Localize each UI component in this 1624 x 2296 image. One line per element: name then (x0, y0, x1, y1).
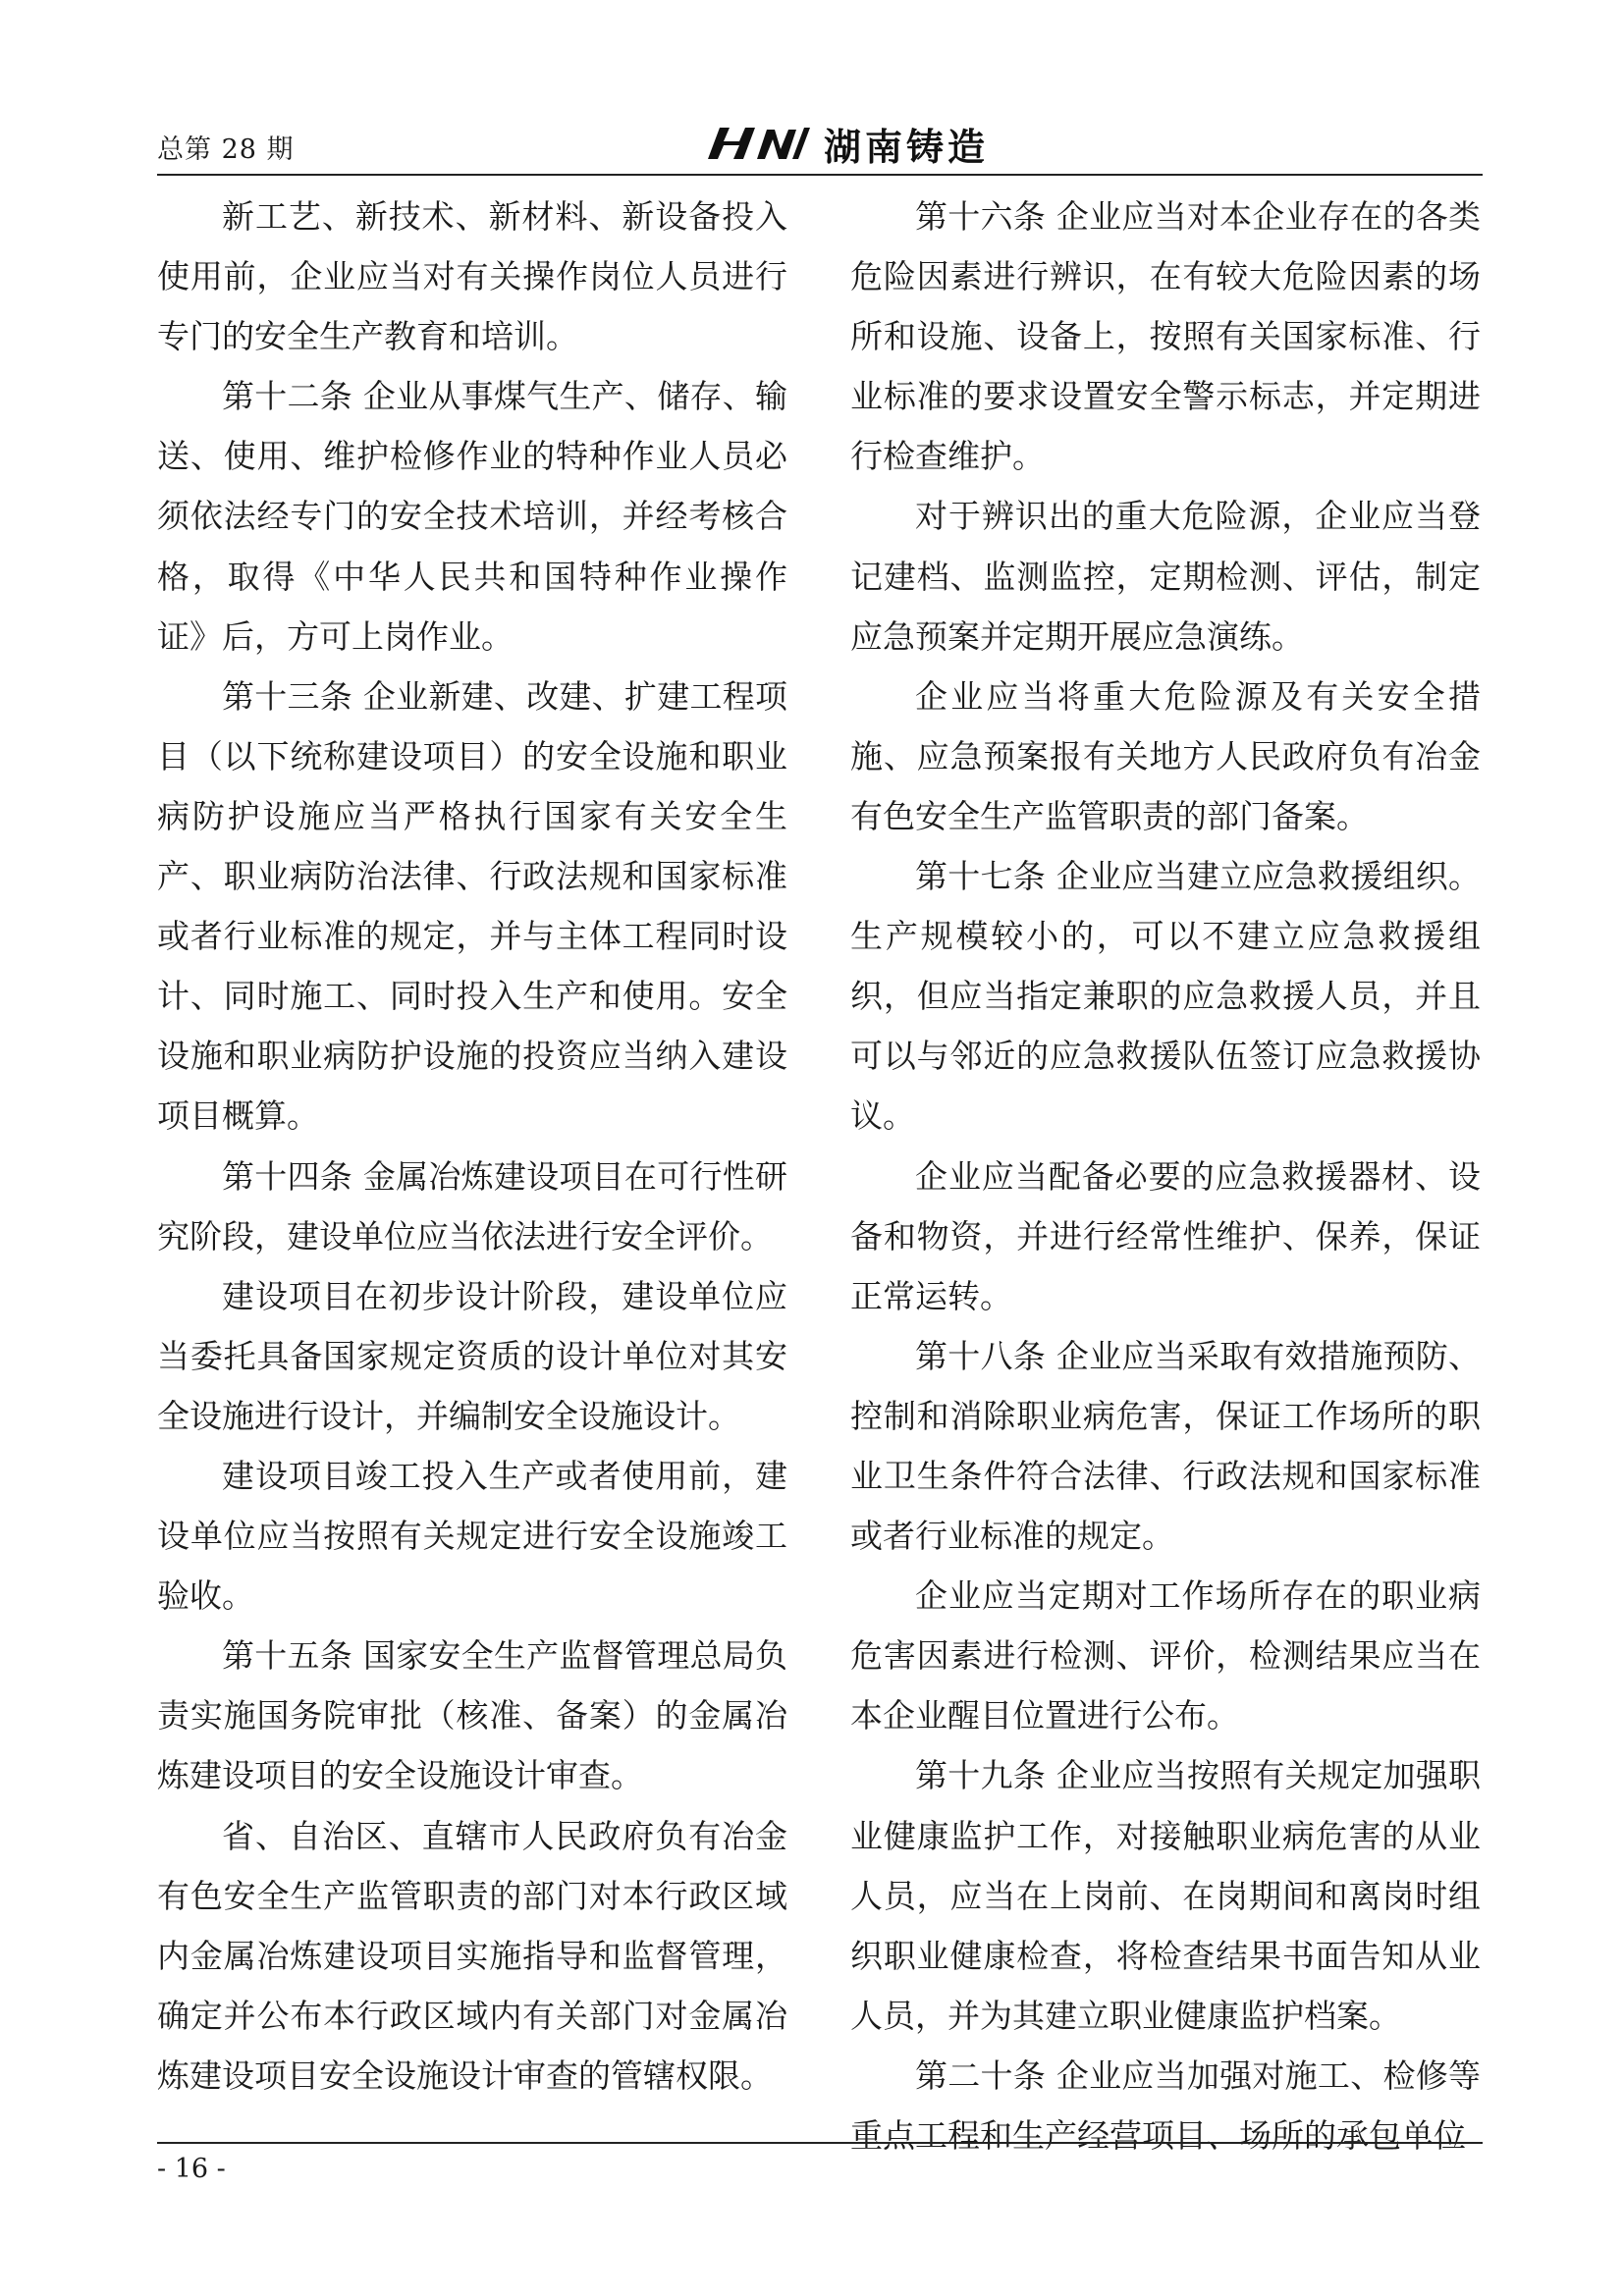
paragraph: 第十四条 金属冶炼建设项目在可行性研究阶段，建设单位应当依法进行安全评价。 (157, 1156, 787, 1255)
paragraph: 建设项目竣工投入生产或者使用前，建设单位应当按照有关规定进行安全设施竣工验收。 (157, 1456, 787, 1616)
journal-name: 湖南铸造 (824, 125, 990, 169)
left-column (157, 187, 787, 2106)
paragraph: 建设项目在初步设计阶段，建设单位应当委托具备国家规定资质的设计单位对其安全设施进行设计，并编制安全设施设计。 (157, 1276, 787, 1435)
paragraph: 省、自治区、直辖市人民政府负有冶金有色安全生产监管职责的部门对本行政区域内金属冶炼建设项目实施指导和监督管理，确定并公布本行政区域内有关部门对金属冶炼建设项目安全设施设计审查的管辖权限。 (157, 1816, 787, 2095)
paragraph: 企业应当定期对工作场所存在的职业病危害因素进行检测、评价，检测结果应当在本企业醒目位置进行公布。 (850, 1576, 1481, 1735)
page-header (157, 116, 1483, 171)
paragraph: 企业应当配备必要的应急救援器材、设备和物资，并进行经常性维护、保养，保证正常运转。 (850, 1156, 1481, 1315)
paragraph: 第十二条 企业从事煤气生产、储存、输送、使用、维护检修作业的特种作业人员必须依法经专门的安全技术培训，并经考核合格，取得《中华人民共和国特种作业操作证》后，方可上岗作业。 (157, 377, 787, 656)
paragraph: 第十七条 企业应当建立应急救援组织。生产规模较小的，可以不建立应急救援组织，但应当指定兼职的应急救援人员，并且可以与邻近的应急救援队伍签订应急救援协议。 (850, 857, 1481, 1136)
right-column (850, 187, 1481, 2165)
paragraph: 第十八条 企业应当采取有效措施预防、控制和消除职业病危害，保证工作场所的职业卫生条件符合法律、行政法规和国家标准或者行业标准的规定。 (850, 1336, 1481, 1556)
paragraph: 第十九条 企业应当按照有关规定加强职业健康监护工作，对接触职业病危害的从业人员，应当在上岗前、在岗期间和离岗时组织职业健康检查，将检查结果书面告知从业人员，并为其建立职业健康监护档案。 (850, 1756, 1481, 2035)
paragraph: 第二十条 企业应当加强对施工、检修等重点工程和生产经营项目、场所的承包单位 (850, 2056, 1481, 2155)
paragraph: 对于辨识出的重大危险源，企业应当登记建档、监测监控，定期检测、评估，制定应急预案并定期开展应急演练。 (850, 497, 1481, 656)
page-number: - 16 - (157, 2154, 226, 2184)
journal-logo (702, 116, 989, 171)
paragraph: 新工艺、新技术、新材料、新设备投入使用前，企业应当对有关操作岗位人员进行专门的安全生产教育和培训。 (157, 197, 787, 356)
paragraph: 第十三条 企业新建、改建、扩建工程项目（以下统称建设项目）的安全设施和职业病防护设施应当严格执行国家有关安全生产、职业病防治法律、行政法规和国家标准或者行业标准的规定，并与主体工程同时设计、同时施工、同时投入生产和使用。安全设施和职业病防护设施的投资应当纳入建设项目概算。 (157, 676, 787, 1136)
issue-number: 总第 28 期 (157, 134, 295, 165)
paragraph: 企业应当将重大危险源及有关安全措施、应急预案报有关地方人民政府负有冶金有色安全生产监管职责的部门备案。 (850, 676, 1481, 835)
footer-rule (157, 2142, 1483, 2144)
paragraph: 第十五条 国家安全生产监督管理总局负责实施国务院审批（核准、备案）的金属冶炼建设项目的安全设施设计审查。 (157, 1636, 787, 1795)
paragraph: 第十六条 企业应当对本企业存在的各类危险因素进行辨识，在有较大危险因素的场所和设施、设备上，按照有关国家标准、行业标准的要求设置安全警示标志，并定期进行检查维护。 (850, 197, 1481, 476)
header-rule (157, 174, 1483, 176)
hnj-logo-icon (702, 124, 810, 163)
